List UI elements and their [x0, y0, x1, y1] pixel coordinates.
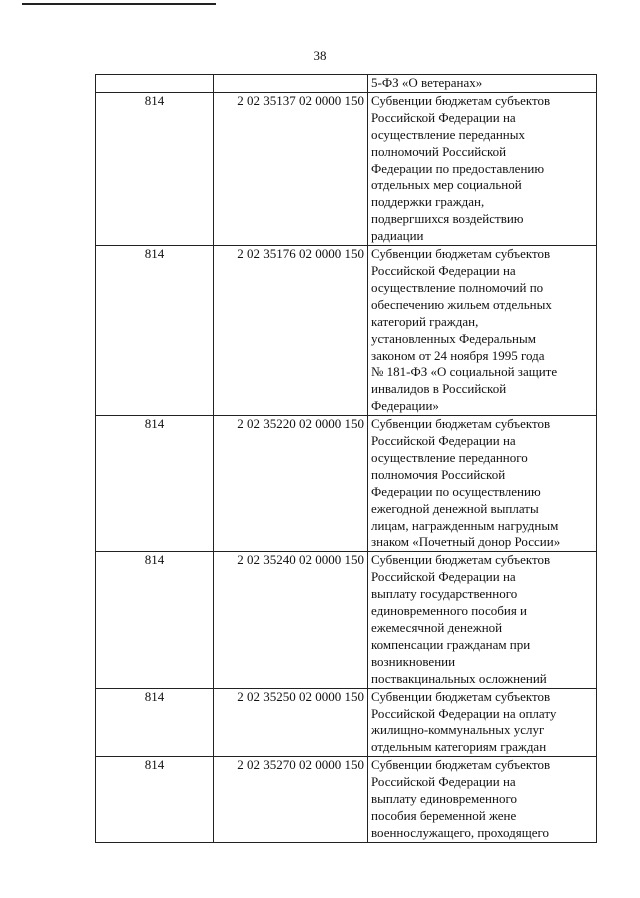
admin-code-cell: 814 — [96, 246, 214, 416]
admin-code-cell: 814 — [96, 92, 214, 245]
description-line: Субвенции бюджетам субъектов — [371, 552, 551, 568]
description-line: инвалидов в Российской — [371, 381, 507, 397]
description-line: знаком «Почетный донор России» — [371, 534, 561, 550]
description-line: ежемесячной денежной — [371, 620, 503, 635]
table-row — [96, 416, 597, 552]
description-line: ежегодной денежной выплаты — [371, 500, 539, 516]
income-description-cell — [368, 246, 597, 416]
budget-classification-code-cell: 2 02 35137 02 0000 150 — [214, 92, 368, 245]
top-rule — [22, 3, 216, 5]
admin-code-cell: 814 — [96, 688, 214, 757]
description-line: Субвенции бюджетам субъектов — [371, 246, 551, 262]
description-line: Субвенции бюджетам субъектов — [371, 416, 551, 432]
description-line: возникновении — [371, 653, 456, 669]
description-line: военнослужащего, проходящего — [371, 824, 549, 840]
description-line: Субвенции бюджетам субъектов — [371, 92, 551, 108]
description-line: пособия беременной жене — [371, 807, 517, 823]
description-line: осуществление полномочий по — [371, 279, 544, 295]
budget-codes-table — [95, 74, 597, 843]
description-line: законом от 24 ноября 1995 года — [371, 347, 545, 363]
description-line: поствакцинальных осложнений — [371, 670, 547, 686]
description-line: единовременного пособия и — [371, 603, 528, 619]
table-row — [96, 552, 597, 688]
description-line: 5-ФЗ «О ветеранах» — [371, 75, 483, 90]
income-description-cell — [368, 75, 597, 93]
description-line: поддержки граждан, — [371, 194, 485, 210]
description-line: установленных Федеральным — [371, 330, 536, 346]
description-line: осуществление переданных — [371, 126, 525, 142]
admin-code-cell: 814 — [96, 757, 214, 843]
description-line: выплату государственного — [371, 586, 518, 602]
description-line: № 181-ФЗ «О социальной защите — [371, 364, 558, 380]
income-description-cell — [368, 416, 597, 552]
income-description-cell — [368, 757, 597, 843]
description-line: отдельных мер социальной — [371, 177, 522, 193]
description-line: Российской Федерации на — [371, 774, 516, 790]
table-row — [96, 688, 597, 757]
admin-code-cell: 814 — [96, 416, 214, 552]
description-line: радиации — [371, 228, 424, 244]
income-description-cell — [368, 92, 597, 245]
admin-code-cell — [96, 75, 214, 93]
description-line: Российской Федерации на — [371, 569, 516, 585]
admin-code-cell: 814 — [96, 552, 214, 688]
description-line: Субвенции бюджетам субъектов — [371, 757, 551, 773]
table-row — [96, 92, 597, 245]
income-description-cell — [368, 552, 597, 688]
description-line: полномочий Российской — [371, 143, 507, 159]
description-line: категорий граждан, — [371, 313, 479, 329]
description-line: Федерации по предоставлению — [371, 160, 545, 176]
table-row — [96, 246, 597, 416]
budget-classification-code-cell: 2 02 35250 02 0000 150 — [214, 688, 368, 757]
budget-classification-code-cell: 2 02 35176 02 0000 150 — [214, 246, 368, 416]
description-line: подвергшихся воздействию — [371, 211, 524, 227]
budget-classification-code-cell: 2 02 35270 02 0000 150 — [214, 757, 368, 843]
description-line: Российской Федерации на — [371, 109, 516, 125]
budget-classification-code-cell — [214, 75, 368, 93]
description-line: Федерации» — [371, 398, 439, 414]
description-line: осуществление переданного — [371, 449, 528, 465]
description-line: Субвенции бюджетам субъектов — [371, 688, 551, 704]
description-line: Российской Федерации на — [371, 433, 516, 449]
income-description-cell — [368, 688, 597, 757]
budget-classification-code-cell: 2 02 35220 02 0000 150 — [214, 416, 368, 552]
description-line: компенсации гражданам при — [371, 636, 531, 652]
page-number: 38 — [313, 48, 327, 63]
description-line: Российской Федерации на оплату — [371, 705, 557, 721]
description-line: выплату единовременного — [371, 791, 517, 807]
budget-classification-code-cell: 2 02 35240 02 0000 150 — [214, 552, 368, 688]
description-line: жилищно-коммунальных услуг — [371, 722, 545, 738]
description-line: обеспечению жильем отдельных — [371, 296, 552, 312]
description-line: отдельным категориям граждан — [371, 739, 547, 755]
description-line: Федерации по осуществлению — [371, 483, 541, 499]
description-line: полномочия Российской — [371, 466, 506, 482]
description-line: лицам, награжденным нагрудным — [371, 517, 559, 533]
table-row — [96, 75, 597, 93]
description-line: Российской Федерации на — [371, 262, 516, 278]
table-row — [96, 757, 597, 843]
